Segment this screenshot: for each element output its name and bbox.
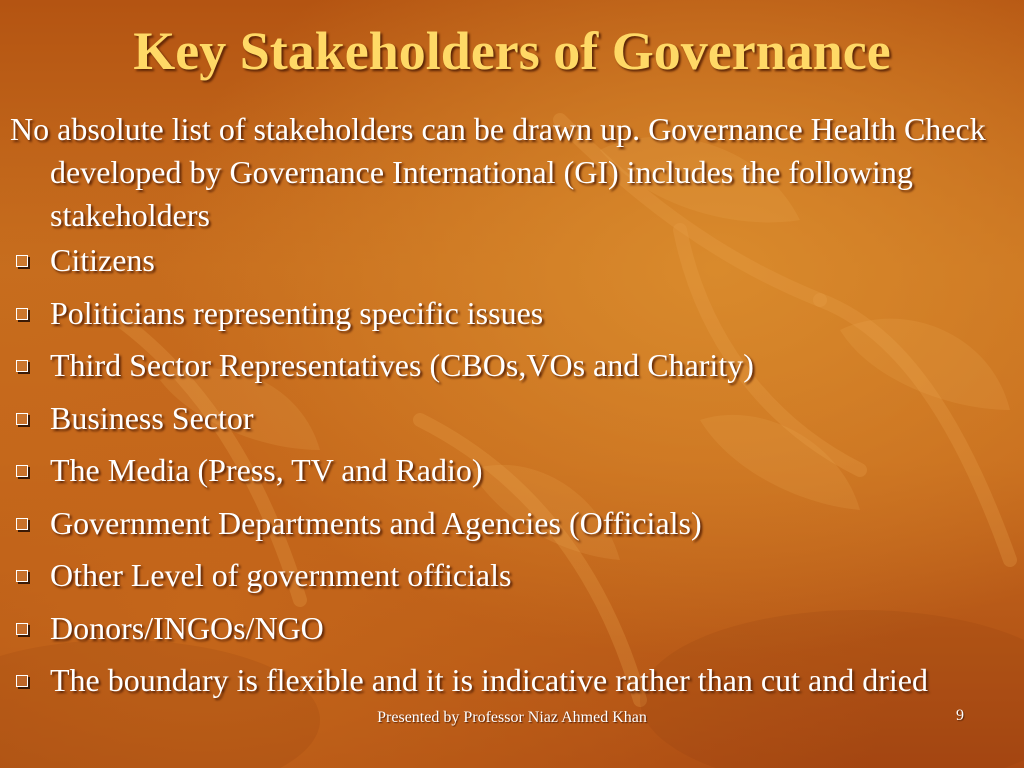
list-item (10, 502, 1010, 544)
list-item (10, 344, 1010, 386)
list-item-text: The Media (Press, TV and Radio) (50, 452, 483, 488)
hollow-square-bullet-icon (16, 308, 28, 320)
list-item-text: Politicians representing specific issues (50, 294, 544, 331)
list-item (10, 554, 1010, 596)
list-item (10, 239, 1010, 281)
hollow-square-bullet-icon (16, 360, 28, 372)
list-item (10, 292, 1010, 334)
hollow-square-bullet-icon (16, 570, 28, 582)
hollow-square-bullet-icon (16, 465, 28, 477)
list-item-text: Government Departments and Agencies (Officials) (50, 504, 702, 541)
list-item (10, 659, 1010, 701)
list-item-text: The boundary is flexible and it is indicative rather than cut and dried (50, 662, 928, 698)
hollow-square-bullet-icon (16, 413, 28, 425)
list-item (10, 607, 1010, 649)
list-item-text: Donors/INGOs/NGO (50, 609, 324, 646)
intro-paragraph: No absolute list of stakeholders can be drawn up. Governance Health Check developed by Governance International (GI) includes the following stakeholders (10, 111, 986, 233)
list-item-text: Third Sector Representatives (CBOs,VOs and Charity) (50, 347, 754, 383)
list-item (10, 449, 1010, 491)
hollow-square-bullet-icon (16, 675, 28, 687)
hollow-square-bullet-icon (16, 518, 28, 530)
list-item (10, 397, 1010, 439)
list-item-text: Citizens (50, 242, 155, 278)
list-item-text: Business Sector (50, 399, 254, 436)
stakeholder-list (10, 239, 1010, 701)
footer-presenter: Presented by Professor Niaz Ahmed Khan (377, 709, 647, 726)
list-item-text: Other Level of government officials (50, 557, 512, 593)
slide-title: Key Stakeholders of Governance (133, 21, 891, 81)
hollow-square-bullet-icon (16, 255, 28, 267)
slide-body (10, 108, 1010, 712)
hollow-square-bullet-icon (16, 623, 28, 635)
slide-page-number: 9 (956, 707, 964, 724)
